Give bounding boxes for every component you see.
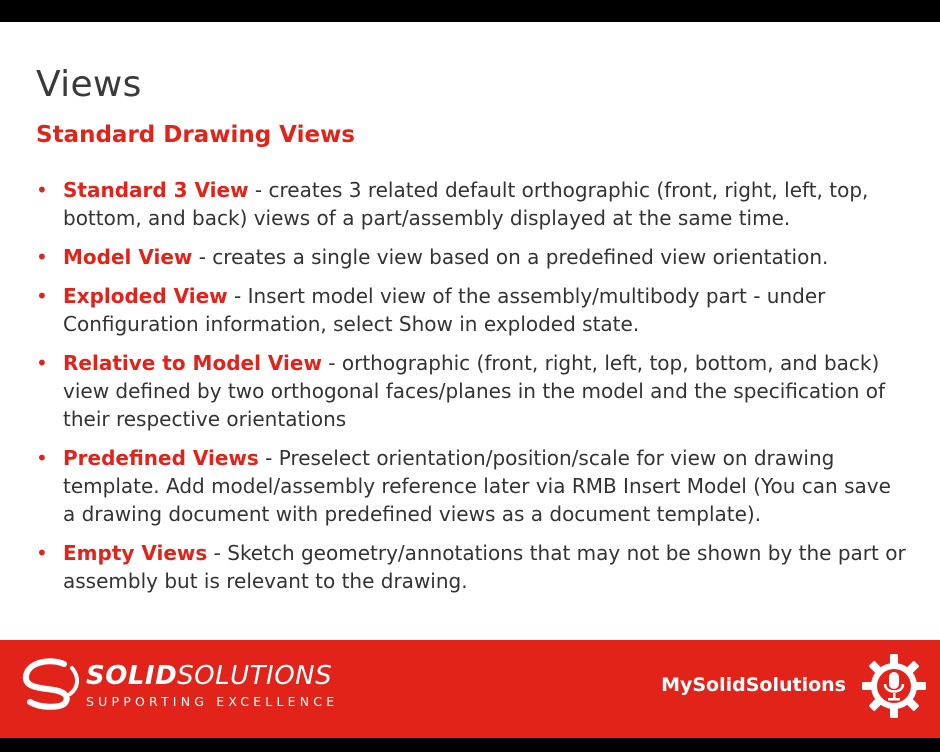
bullet-text: - Insert model view of the assembly/multibody part - under Configuration information, select Show in exploded state. [63, 284, 826, 336]
logo-name-light: SOLUTIONS [177, 661, 333, 691]
bullet-text: - Preselect orientation/position/scale for view on drawing template. Add model/assembly reference later via RMB Insert Model (You can save a drawing document with predefined views as a document template). [63, 446, 891, 526]
slide [0, 22, 940, 738]
bullet-dot: • [36, 284, 48, 308]
list-item [36, 176, 906, 232]
logo-tagline: SUPPORTING EXCELLENCE [86, 694, 339, 709]
bullet-dot: • [36, 351, 48, 375]
bullet-dot: • [36, 446, 48, 470]
slide-title: Views [36, 64, 142, 105]
list-item [36, 282, 906, 338]
bullet-dot: • [36, 178, 48, 202]
bullet-dot: • [36, 541, 48, 565]
list-item [36, 243, 906, 271]
bullet-term: Exploded View [63, 284, 228, 308]
brand-link[interactable]: MySolidSolutions [661, 674, 846, 696]
bullet-text: - Sketch geometry/annotations that may not be shown by the part or assembly but is relevant to the drawing. [63, 541, 906, 593]
gear-microphone-icon [860, 652, 928, 720]
list-item [36, 444, 906, 528]
bullet-term: Empty Views [63, 541, 208, 565]
bullet-term: Predefined Views [63, 446, 259, 470]
footer-bar [0, 640, 940, 738]
bullet-term: Model View [63, 245, 193, 269]
bullet-text: - creates 3 related default orthographic (front, right, left, top, bottom, and back) views of a part/assembly displayed at the same time. [63, 178, 869, 230]
list-item [36, 539, 906, 595]
logo-name-bold: SOLID [86, 661, 178, 691]
footer-logo [86, 662, 338, 709]
bullet-list [36, 176, 906, 606]
bullet-term: Standard 3 View [63, 178, 249, 202]
bullet-text: - orthographic (front, right, left, top, bottom, and back) view defined by two orthogonal faces/planes in the model and the specification of their respective orientations [63, 351, 886, 431]
bullet-term: Relative to Model View [63, 351, 322, 375]
solidsolutions-swoosh-icon [20, 658, 82, 710]
list-item [36, 349, 906, 433]
slide-subtitle: Standard Drawing Views [36, 122, 356, 148]
bullet-dot: • [36, 245, 48, 269]
bullet-text: - creates a single view based on a predefined view orientation. [192, 245, 829, 269]
